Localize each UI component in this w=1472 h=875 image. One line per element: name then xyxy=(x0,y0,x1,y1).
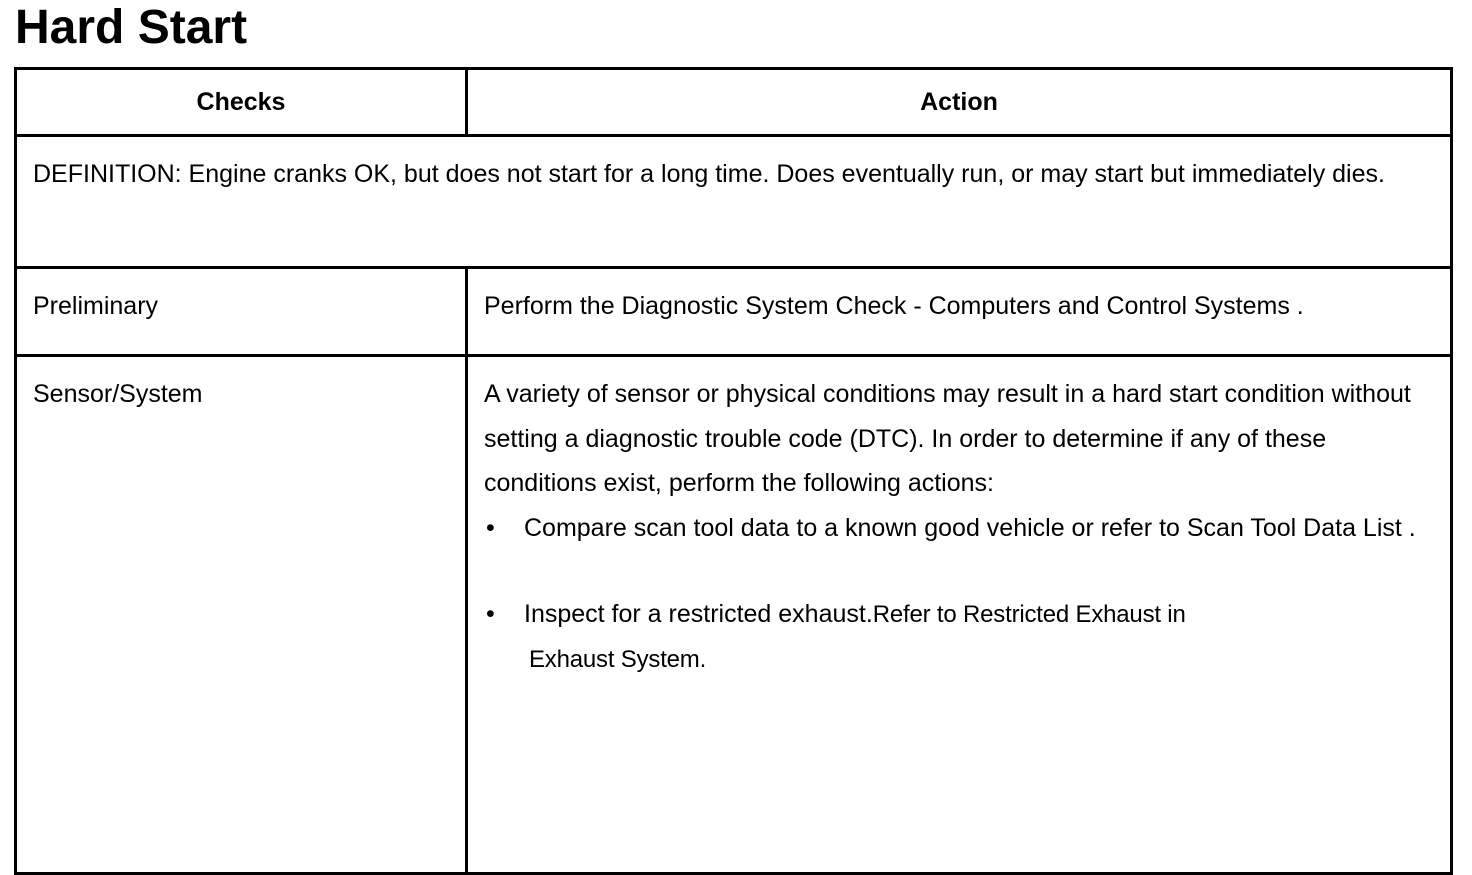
list-item xyxy=(484,506,1434,551)
action-intro-text: A variety of sensor or physical conditions may result in a hard start condition without setting a diagnostic trouble code (DTC). In order to determine if any of these conditions exist, perform the following actions: xyxy=(484,380,1411,497)
bullet-icon: • xyxy=(486,513,495,542)
action-bullet-list xyxy=(484,506,1434,683)
bullet-text: Compare scan tool data to a known good vehicle or refer to Scan Tool Data List . xyxy=(524,513,1416,542)
table-row xyxy=(16,268,1452,356)
check-cell-preliminary: Preliminary xyxy=(16,268,467,356)
page-title: Hard Start xyxy=(15,1,248,54)
diagnostic-table xyxy=(14,67,1453,875)
action-column-header: Action xyxy=(467,69,1452,136)
table-row xyxy=(16,356,1452,874)
exhaust-system-reference: Exhaust System. xyxy=(529,645,707,673)
table-header-row xyxy=(16,69,1452,136)
action-cell-preliminary: Perform the Diagnostic System Check - Computers and Control Systems . xyxy=(467,268,1452,356)
bullet-text: Inspect for a restricted exhaust. xyxy=(524,600,873,628)
definition-row xyxy=(16,136,1452,268)
check-cell-sensor-system: Sensor/System xyxy=(16,356,467,874)
checks-column-header: Checks xyxy=(16,69,467,136)
bullet-icon: • xyxy=(486,600,495,628)
restricted-exhaust-reference: Refer to Restricted Exhaust in xyxy=(872,601,1186,628)
definition-text: DEFINITION: Engine cranks OK, but does not start for a long time. Does eventually run, or may start but immediately dies. xyxy=(16,136,1452,268)
action-cell-sensor-system xyxy=(467,356,1452,874)
list-item xyxy=(484,592,1434,682)
